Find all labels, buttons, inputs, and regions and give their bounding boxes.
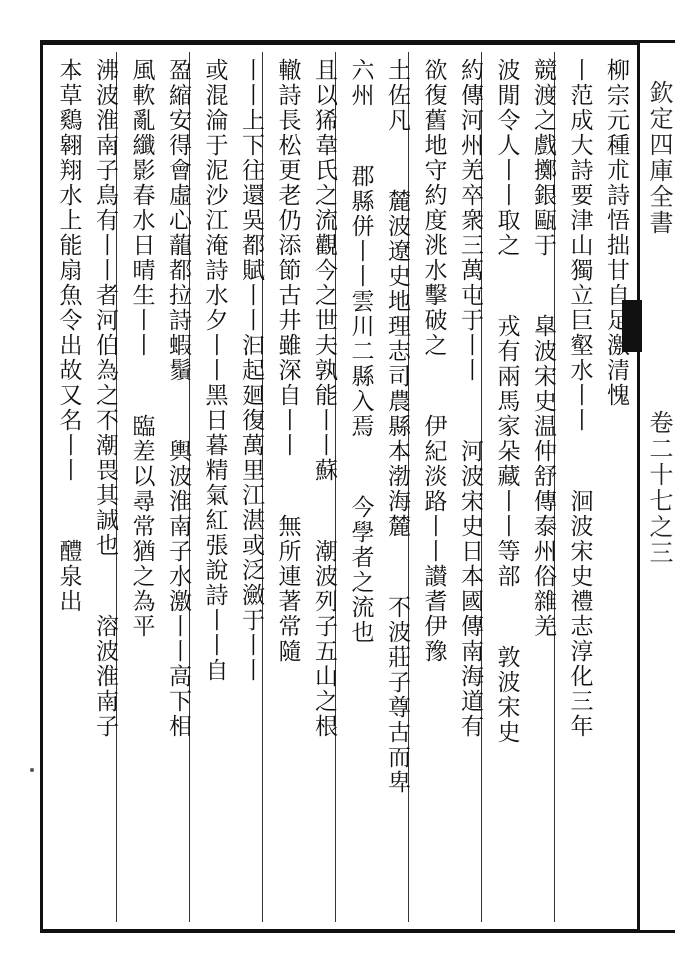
margin-volume: 卷二十七之三 [645, 410, 673, 566]
text-column-8: 六州 郡縣併丨丨雲川二縣入焉 今學者之流也 [347, 58, 374, 645]
text-column-3: 競渡之戲擲銀甌于 皐波宋史温仲舒傳泰州俗雜羌 [530, 58, 556, 639]
text-column-12: 或混淪于泥沙江淹詩水夕丨丨黑日暮精氣紅張說詩丨丨自 [201, 58, 228, 683]
text-column-13: 盈縮安得會虛心蘢都拉詩蝦鬚 輿波淮南子水激丨丨高下相 [165, 58, 191, 739]
text-column-14: 風軟亂纖影春水日晴生丨丨 臨差以尋常猶之為平 [128, 58, 155, 639]
text-column-9: 且以狶韋氏之流觀今之世夫孰能丨丨蘇 潮波列子五山之根 [311, 58, 337, 739]
text-column-15: 沸波淮南子鳥有丨丨者河伯為之不潮畏其誠也 溶波淮南子 [92, 58, 118, 739]
text-column-2: 丨范成大詩要津山獨立巨壑水丨丨 洄波宋史禮志淳化三年 [566, 58, 593, 739]
text-column-4: 波閒令人丨丨取之 戎有兩馬家朵藏丨丨等部 敦波宋史 [493, 58, 520, 745]
text-column-7: 土佐凡 麓波遼史地理志司農縣本渤海麓 不波莊子尊古而卑 [384, 58, 410, 795]
ink-speck [30, 768, 34, 772]
text-column-6: 欲復舊地守約度洮水擊破之 伊紀淡路丨丨讃耆伊豫 [420, 58, 447, 664]
margin-title: 欽定四庫全書 [645, 80, 673, 236]
text-column-10: 轍詩長松更老仍添節古井雖深自丨丨 無所連著常隨 [274, 58, 301, 664]
text-column-5: 約傳河州羌卒衆三萬屯于丨丨 河波宋史日本國傳南海道有 [457, 58, 483, 739]
text-column-11: 丨丨上下往還吳都賦丨丨汩起廻復萬里江湛或泛瀲于丨丨 [238, 58, 264, 683]
text-column-1: 柳宗元種朮詩悟拙甘自足激清愧 [603, 58, 629, 408]
text-column-16: 本草鷄翱翔水上能扇魚令出故又名丨丨 醴泉出 [55, 58, 82, 614]
